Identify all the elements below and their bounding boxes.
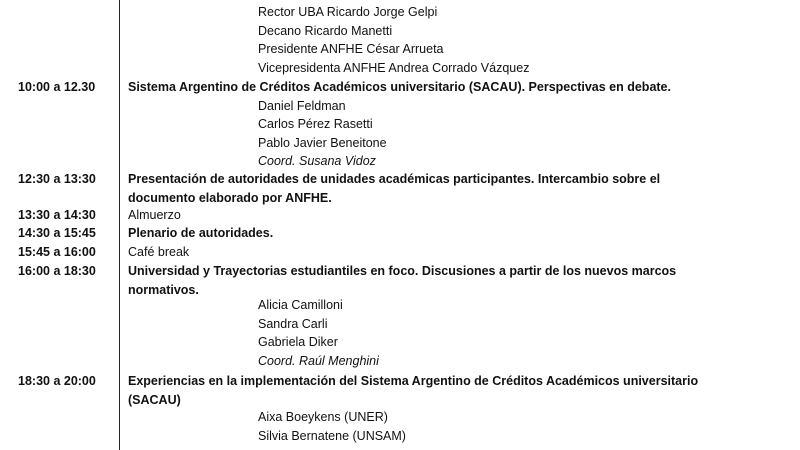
speaker-name: Alicia Camilloni	[258, 298, 343, 312]
session-title-line: documento elaborado por ANFHE.	[128, 190, 332, 205]
session-title-line: Universidad y Trayectorias estudiantiles en foco. Discusiones a partir de los nuevos marcos	[128, 264, 677, 278]
session-title	[128, 262, 768, 299]
session-title: Plenario de autoridades.	[128, 226, 274, 240]
session-time: 15:45 a 16:00	[18, 245, 96, 259]
coordinator-name: Coord. Raúl Menghini	[258, 353, 379, 368]
speaker-name: Sandra Carli	[258, 316, 328, 331]
session-title-line: (SACAU)	[128, 392, 181, 407]
speaker-name: Daniel Feldman	[258, 98, 346, 113]
column-divider	[119, 0, 120, 450]
speaker-name: Carlos Pérez Rasetti	[258, 117, 373, 132]
speaker-name: Aixa Boeykens (UNER)	[258, 410, 388, 424]
speaker-list	[258, 296, 778, 370]
speaker-list	[258, 408, 778, 445]
name-line: Presidente ANFHE César Arrueta	[258, 42, 444, 57]
session-title-line: Presentación de autoridades de unidades académicas participantes. Intercambio sobre el	[128, 172, 661, 186]
speaker-name: Pablo Javier Beneitone	[258, 135, 387, 150]
session-time: 16:00 a 18:30	[18, 264, 96, 278]
session-activity: Almuerzo	[128, 208, 181, 222]
session-title: Sistema Argentino de Créditos Académicos universitario (SACAU). Perspectivas en debate.	[128, 80, 671, 94]
name-line: Decano Ricardo Manetti	[258, 23, 393, 38]
speaker-name: Silvia Bernatene (UNSAM)	[258, 428, 406, 443]
name-line: Vicepresidenta ANFHE Andrea Corrado Vázquez	[258, 60, 530, 75]
speaker-list	[258, 97, 778, 171]
session-title	[128, 372, 768, 409]
session-time: 14:30 a 15:45	[18, 226, 96, 240]
name-line: Rector UBA Ricardo Jorge Gelpi	[258, 5, 438, 19]
session-title	[128, 170, 768, 207]
opening-names	[258, 3, 778, 77]
session-title-line: normativos.	[128, 282, 199, 297]
session-activity: Café break	[128, 245, 190, 259]
session-time: 18:30 a 20:00	[18, 374, 96, 388]
session-time: 10:00 a 12.30	[18, 80, 96, 94]
speaker-name: Gabriela Diker	[258, 335, 338, 350]
coordinator-name: Coord. Susana Vidoz	[258, 154, 376, 169]
session-time: 13:30 a 14:30	[18, 208, 96, 222]
session-time: 12:30 a 13:30	[18, 172, 96, 186]
session-title-line: Experiencias en la implementación del Sistema Argentino de Créditos Académicos universitario	[128, 374, 699, 388]
